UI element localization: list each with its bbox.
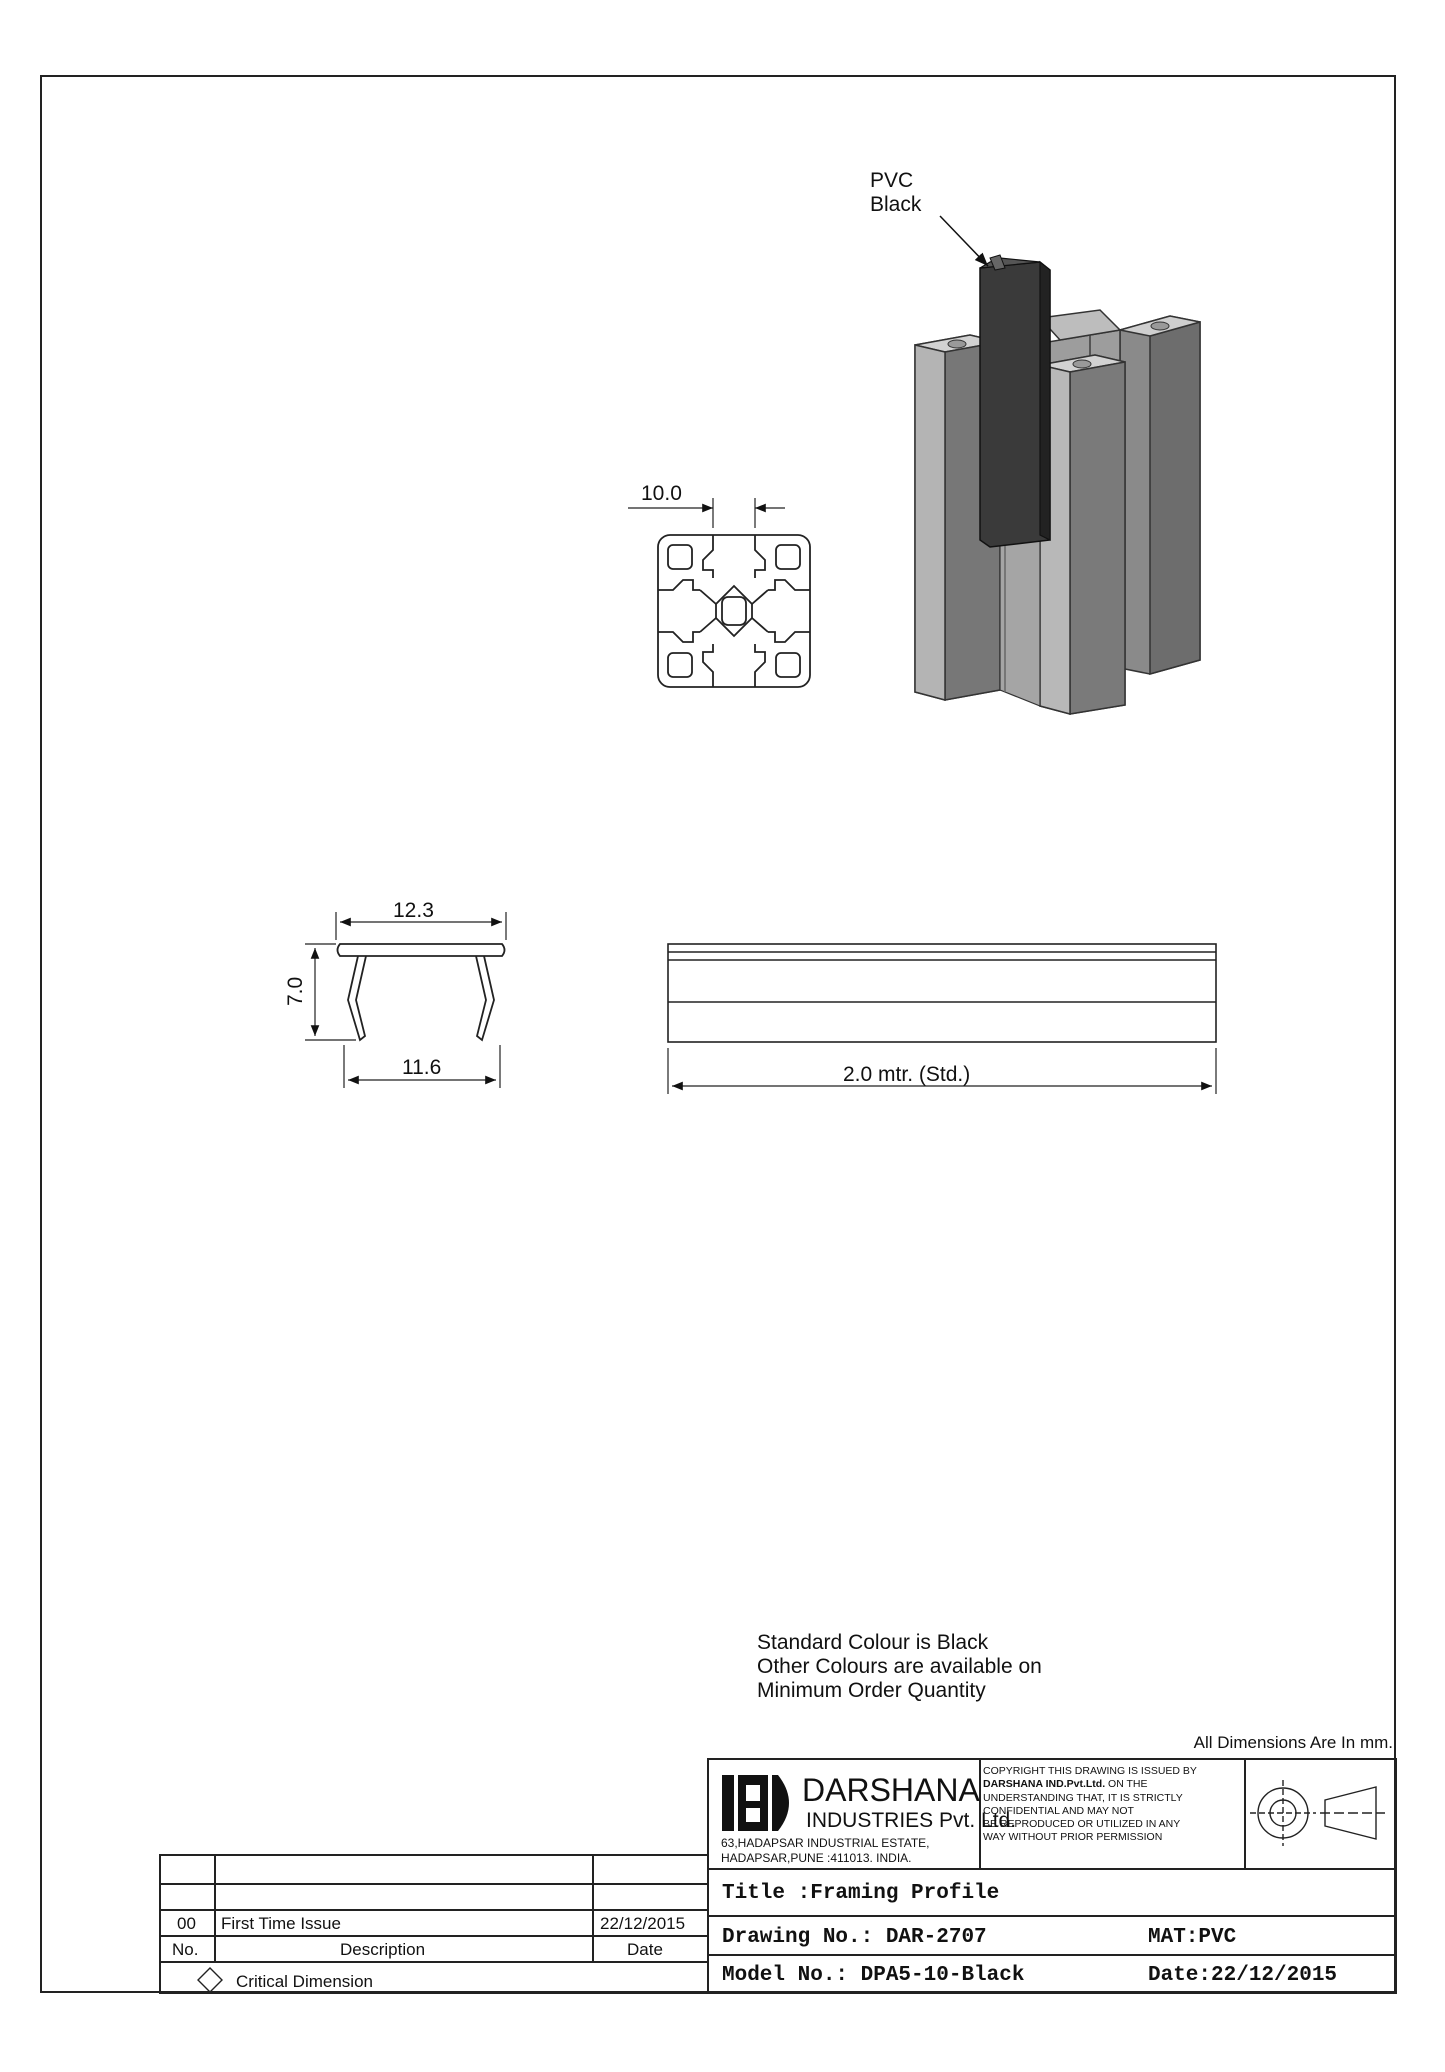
model-number: Model No.: DPA5-10-Black — [722, 1964, 1025, 1987]
third-angle-projection-icon — [1250, 1780, 1385, 1846]
header-date: Date — [627, 1940, 663, 1959]
header-no: No. — [172, 1940, 199, 1959]
copyright-line: CONFIDENTIAL AND MAY NOT — [983, 1804, 1134, 1817]
isometric-view — [915, 216, 1200, 714]
dim-cover-bottom-width: 11.6 — [402, 1056, 442, 1079]
revision-description: First Time Issue — [221, 1914, 341, 1933]
callout-black: Black — [870, 193, 922, 216]
critical-dimension-icon — [198, 1968, 222, 1992]
material: MAT:PVC — [1148, 1926, 1237, 1949]
units-note: All Dimensions Are In mm. — [1193, 1733, 1393, 1752]
callout-pvc: PVC — [870, 169, 914, 192]
company-sub: INDUSTRIES Pvt. Ltd. — [806, 1809, 1017, 1832]
critical-dimension-legend: Critical Dimension — [236, 1972, 373, 1991]
copyright-line: UNDERSTANDING THAT, IT IS STRICTLY — [983, 1791, 1183, 1804]
revision-no: 00 — [177, 1914, 196, 1933]
dim-length: 2.0 mtr. (Std.) — [843, 1063, 971, 1086]
copyright-on-the: ON THE — [1105, 1778, 1148, 1791]
copyright-company: DARSHANA IND.Pvt.Ltd. — [983, 1778, 1106, 1791]
revision-date: 22/12/2015 — [600, 1914, 686, 1933]
drawing-title: Title :Framing Profile — [722, 1882, 1000, 1905]
dim-cover-height: 7.0 — [284, 976, 307, 1006]
profile-section-view — [628, 498, 810, 687]
drawing-number: Drawing No.: DAR-2707 — [722, 1926, 987, 1949]
copyright-line — [983, 1778, 1243, 1791]
note-line: Minimum Order Quantity — [757, 1679, 986, 1702]
copyright-line: COPYRIGHT THIS DRAWING IS ISSUED BY — [983, 1765, 1197, 1777]
company-address-2: HADAPSAR,PUNE :411013. INDIA. — [721, 1851, 912, 1865]
note-line: Standard Colour is Black — [757, 1631, 989, 1654]
dim-section-width: 10.0 — [641, 482, 682, 505]
header-description: Description — [340, 1940, 426, 1959]
darshana-logo-icon — [722, 1775, 789, 1831]
note-line: Other Colours are available on — [757, 1655, 1042, 1678]
company-name: DARSHANA — [802, 1772, 980, 1808]
dim-cover-top-width: 12.3 — [393, 899, 434, 922]
copyright-line: WAY WITHOUT PRIOR PERMISSION — [983, 1831, 1163, 1844]
copyright-line: BE REPRODUCED OR UTILIZED IN ANY — [983, 1818, 1181, 1831]
drawing-date: Date:22/12/2015 — [1148, 1964, 1338, 1987]
company-address-1: 63,HADAPSAR INDUSTRIAL ESTATE, — [721, 1836, 930, 1850]
copyright-notice — [983, 1765, 1243, 1845]
